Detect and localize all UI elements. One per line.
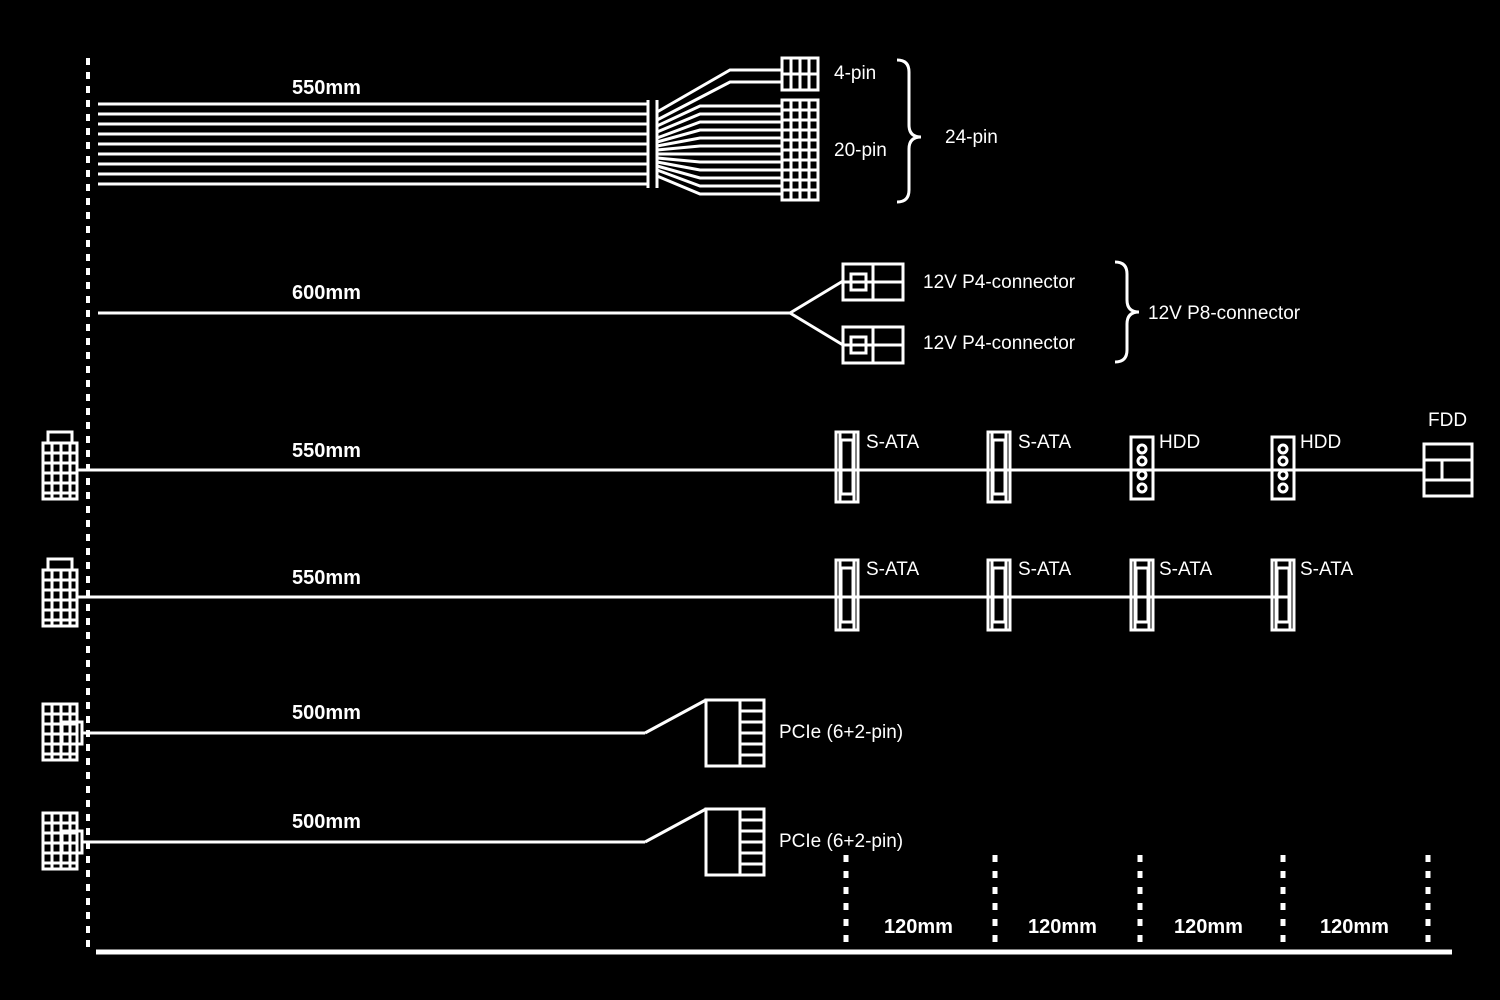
- eps-p8-group-label: 12V P8-connector: [1148, 303, 1301, 324]
- pcie1-connector-label: PCIe (6+2-pin): [779, 722, 904, 743]
- spacing-label-2: 120mm: [1028, 916, 1097, 938]
- eps-p4-label-2: 12V P4-connector: [923, 333, 1076, 354]
- pcie2-connector-label: PCIe (6+2-pin): [779, 831, 904, 852]
- peripheral-hdd-label-1: HDD: [1159, 432, 1201, 453]
- sata-label-1: S-ATA: [866, 559, 920, 580]
- eps-length-label: 600mm: [292, 282, 361, 304]
- pcie1-length-label: 500mm: [292, 702, 361, 724]
- sata-label-4: S-ATA: [1300, 559, 1354, 580]
- spacing-label-4: 120mm: [1320, 916, 1389, 938]
- atx-20pin-label: 20-pin: [834, 140, 887, 161]
- atx-4pin-label: 4-pin: [834, 63, 877, 84]
- peripheral-length-label: 550mm: [292, 440, 361, 462]
- pcie2-length-label: 500mm: [292, 811, 361, 833]
- spacing-label-1: 120mm: [884, 916, 953, 938]
- peripheral-fdd-label: FDD: [1428, 410, 1468, 431]
- atx-24pin-group-label: 24-pin: [945, 127, 998, 148]
- eps-p4-label-1: 12V P4-connector: [923, 272, 1076, 293]
- sata-length-label: 550mm: [292, 567, 361, 589]
- sata-label-3: S-ATA: [1159, 559, 1213, 580]
- peripheral-hdd-label-2: HDD: [1300, 432, 1342, 453]
- atx-length-label: 550mm: [292, 77, 361, 99]
- peripheral-sata-label-1: S-ATA: [866, 432, 920, 453]
- sata-label-2: S-ATA: [1018, 559, 1072, 580]
- peripheral-sata-label-2: S-ATA: [1018, 432, 1072, 453]
- spacing-label-3: 120mm: [1174, 916, 1243, 938]
